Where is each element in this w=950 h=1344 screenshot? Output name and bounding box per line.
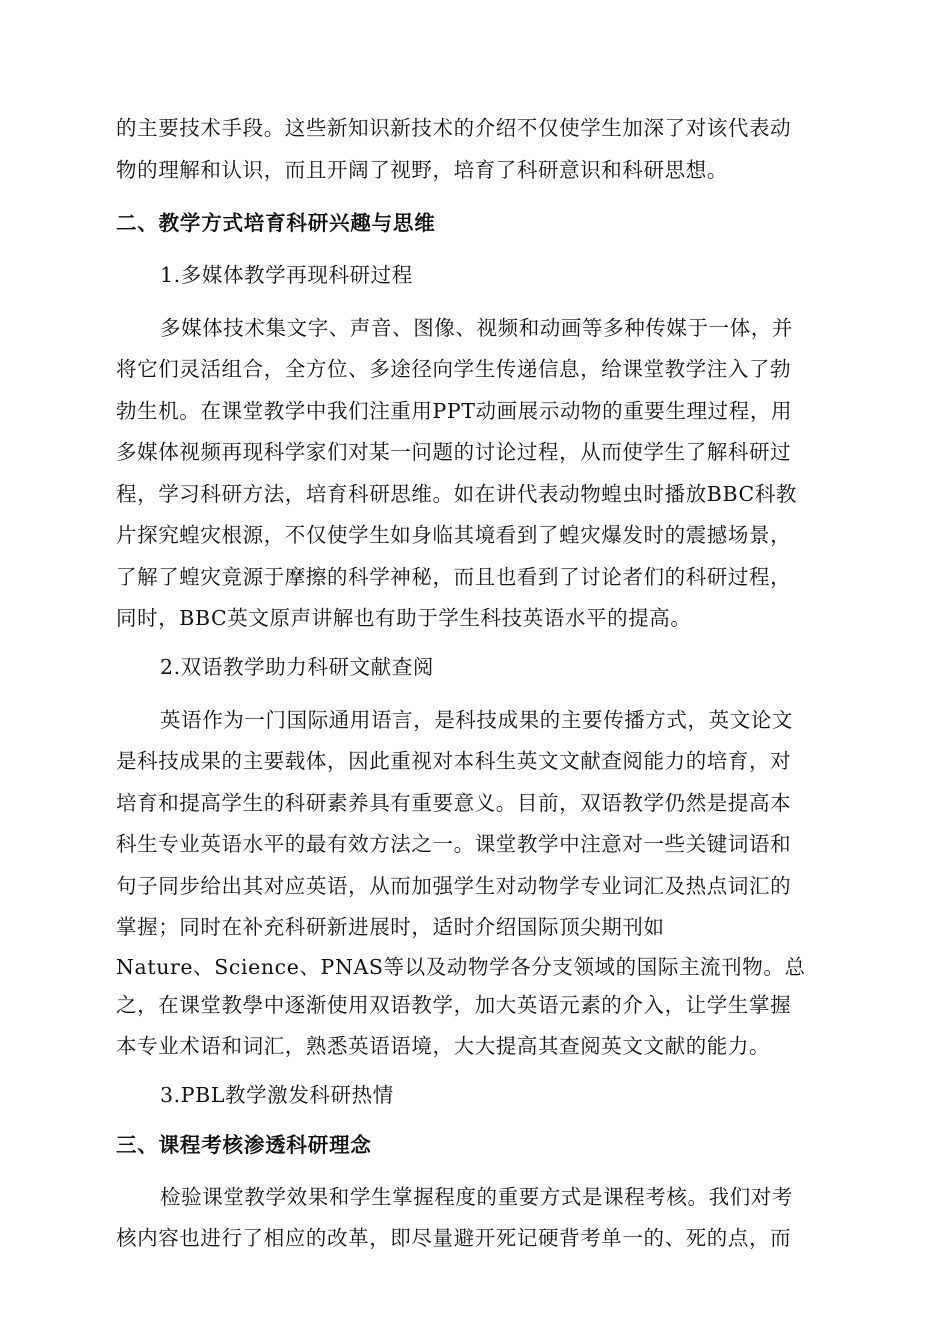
body-text-line: 科生专业英语水平的最有效方法之一。课堂教学中注意对一些关键词语和 [116, 832, 792, 856]
section-heading: 三、课程考核渗透科研理念 [116, 1133, 372, 1157]
body-text-line: 物的理解和认识，而且开阔了视野，培育了科研意识和科研思想。 [116, 158, 728, 182]
body-text-line: 多媒体技术集文字、声音、图像、视频和动画等多种传媒于一体，并 [160, 316, 793, 340]
section-heading: 二、教学方式培育科研兴趣与思维 [116, 211, 436, 235]
body-text-line: 核内容也进行了相应的改革，即尽量避开死记硬背考单一的、死的点，而 [116, 1226, 792, 1250]
body-text-line: 掌握；同时在补充科研新进展时，适时介绍国际顶尖期刊如 [116, 915, 665, 939]
body-text-line: 本专业术语和词汇，熟悉英语语境，大大提高其查阅英文文献的能力。 [116, 1034, 771, 1058]
body-text-line: 英语作为一门国际通用语言，是科技成果的主要传播方式，英文论文 [160, 708, 793, 732]
body-text-line: 了解了蝗灾竟源于摩擦的科学神秘，而且也看到了讨论者们的科研过程， [116, 565, 792, 589]
subsection-heading: 2.双语教学助力科研文献查阅 [160, 655, 434, 679]
body-text-line: 之，在课堂教學中逐渐使用双语教学，加大英语元素的介入，让学生掌握 [116, 993, 792, 1017]
body-text-line: 是科技成果的主要载体，因此重视对本科生英文文献查阅能力的培育，对 [116, 749, 792, 773]
body-text-line: 培育和提高学生的科研素养具有重要意义。目前，双语教学仍然是提高本 [116, 791, 792, 815]
body-text-line: 将它们灵活组合，全方位、多途径向学生传递信息，给课堂教学注入了勃 [116, 357, 792, 381]
body-text-line: 同时，BBC英文原声讲解也有助于学生科技英语水平的提高。 [116, 606, 692, 630]
body-text-line: 勃生机。在课堂教学中我们注重用PPT动画展示动物的重要生理过程，用 [116, 399, 793, 423]
body-text-line: 检验课堂教学效果和学生掌握程度的重要方式是课程考核。我们对考 [160, 1185, 793, 1209]
body-text-line: 多媒体视频再现科学家们对某一问题的讨论过程，从而使学生了解科研过 [116, 440, 792, 464]
body-text-line: 程，学习科研方法，培育科研思维。如在讲代表动物蝗虫时播放BBC科教 [116, 482, 797, 506]
subsection-heading: 3.PBL教学激发科研热情 [160, 1083, 394, 1107]
subsection-heading: 1.多媒体教学再现科研过程 [160, 263, 413, 287]
body-text-line: Nature、Science、PNAS等以及动物学各分支领域的国际主流刊物。总 [116, 955, 806, 979]
body-text-line: 的主要技术手段。这些新知识新技术的介绍不仅使学生加深了对该代表动 [116, 116, 792, 140]
body-text-line: 句子同步给出其对应英语，从而加强学生对动物学专业词汇及热点词汇的 [116, 874, 792, 898]
body-text-line: 片探究蝗灾根源，不仅使学生如身临其境看到了蝗灾爆发时的震撼场景， [116, 523, 792, 547]
